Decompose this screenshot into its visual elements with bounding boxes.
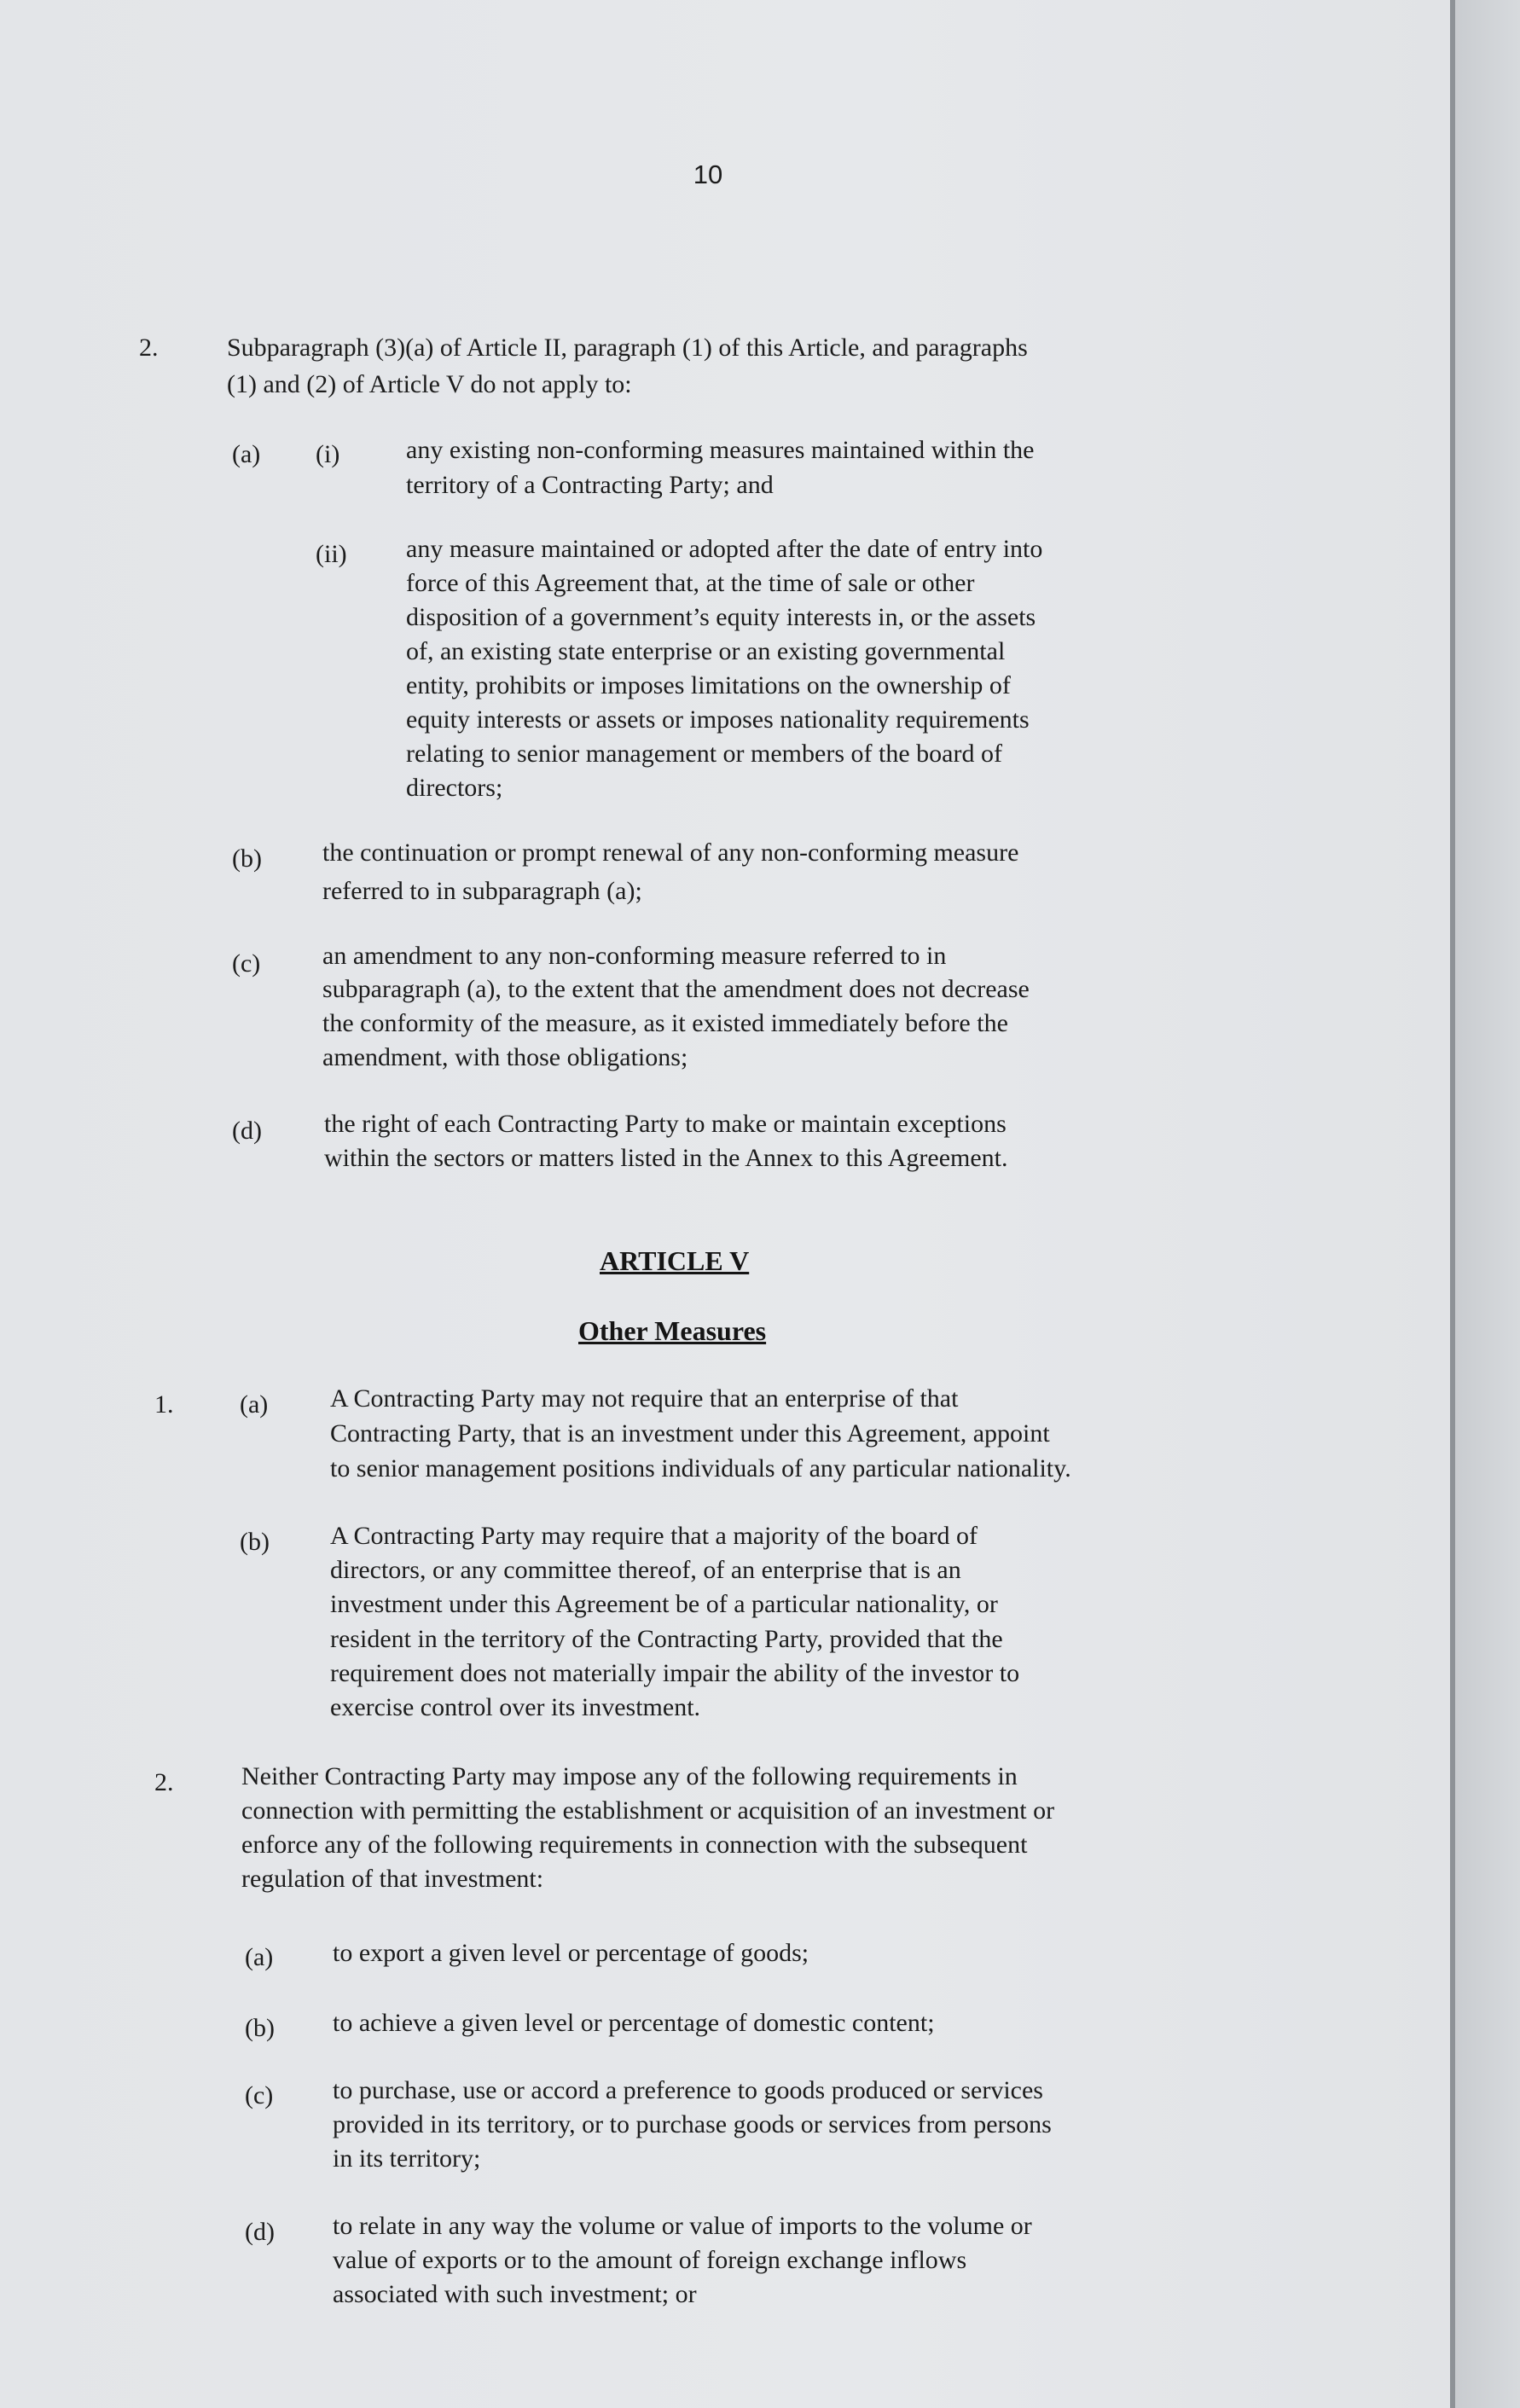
- item-text-line: to purchase, use or accord a preference to goods produced or services: [333, 2076, 1043, 2104]
- item-label: (b): [240, 1528, 270, 1556]
- item-label: (a): [245, 1943, 274, 1971]
- item-text-line: provided in its territory, or to purchase goods or services from persons: [333, 2110, 1052, 2138]
- item-text-line: requirement does not materially impair the ability of the investor to: [330, 1659, 1020, 1687]
- subitem-text-line: force of this Agreement that, at the time of sale or other: [406, 569, 975, 597]
- background-strip: [1455, 0, 1520, 2408]
- article-heading: ARTICLE V: [600, 1245, 750, 1276]
- item-text-line: Contracting Party, that is an investment under this Agreement, appoint: [330, 1419, 1050, 1448]
- paragraph-number: 1.: [154, 1390, 174, 1419]
- item-text-line: subparagraph (a), to the extent that the amendment does not decrease: [322, 975, 1030, 1003]
- item-text-line: amendment, with those obligations;: [322, 1043, 688, 1071]
- subitem-text-line: any existing non-conforming measures maintained within the: [406, 436, 1035, 464]
- paragraph-text-line: connection with permitting the establishment or acquisition of an investment or: [241, 1796, 1055, 1825]
- item-text-line: the continuation or prompt renewal of any non-conforming measure: [322, 838, 1019, 867]
- item-text-line: the conformity of the measure, as it existed immediately before the: [322, 1009, 1008, 1037]
- item-label: (a): [240, 1390, 269, 1419]
- item-text-line: to senior management positions individuals of any particular nationality.: [330, 1454, 1071, 1483]
- item-text-line: resident in the territory of the Contracting Party, provided that the: [330, 1625, 1003, 1653]
- subitem-text-line: relating to senior management or members of the board of: [406, 740, 1002, 768]
- item-text-line: within the sectors or matters listed in the Annex to this Agreement.: [324, 1144, 1008, 1172]
- subitem-text-line: territory of a Contracting Party; and: [406, 471, 774, 499]
- paragraph-text-line: enforce any of the following requirements in connection with the subsequent: [241, 1831, 1028, 1859]
- paragraph-number: 2.: [139, 334, 159, 362]
- subitem-text-line: disposition of a government’s equity interests in, or the assets: [406, 603, 1036, 631]
- paragraph-text-line: (1) and (2) of Article V do not apply to:: [227, 370, 632, 398]
- item-text-line: referred to in subparagraph (a);: [322, 877, 642, 905]
- subitem-text-line: directors;: [406, 774, 503, 802]
- item-label: (b): [245, 2014, 275, 2042]
- item-text-line: investment under this Agreement be of a particular nationality, or: [330, 1590, 998, 1618]
- subitem-label: (ii): [316, 540, 347, 568]
- item-label: (d): [232, 1117, 262, 1145]
- item-text-line: to export a given level or percentage of goods;: [333, 1939, 809, 1967]
- item-text-line: exercise control over its investment.: [330, 1693, 701, 1721]
- article-subheading: Other Measures: [578, 1315, 767, 1346]
- item-text-line: directors, or any committee thereof, of an enterprise that is an: [330, 1556, 961, 1584]
- item-text-line: an amendment to any non-conforming measure referred to in: [322, 942, 947, 970]
- item-label: (c): [245, 2081, 274, 2109]
- item-label: (c): [232, 949, 261, 978]
- item-text-line: to achieve a given level or percentage of domestic content;: [333, 2009, 935, 2037]
- page-number: 10: [693, 160, 723, 189]
- item-text-line: A Contracting Party may require that a majority of the board of: [330, 1522, 978, 1550]
- item-text-line: value of exports or to the amount of foreign exchange inflows: [333, 2246, 967, 2274]
- subitem-text-line: of, an existing state enterprise or an existing governmental: [406, 637, 1006, 665]
- paragraph-text-line: Subparagraph (3)(a) of Article II, paragraph (1) of this Article, and paragraphs: [227, 334, 1028, 362]
- item-label: (b): [232, 844, 262, 873]
- paragraph-text-line: regulation of that investment:: [241, 1865, 544, 1893]
- subitem-text-line: any measure maintained or adopted after the date of entry into: [406, 535, 1043, 563]
- item-text-line: associated with such investment; or: [333, 2280, 697, 2308]
- item-text-line: the right of each Contracting Party to make or maintain exceptions: [324, 1110, 1007, 1138]
- subitem-text-line: equity interests or assets or imposes nationality requirements: [406, 705, 1030, 734]
- subitem-label: (i): [316, 440, 340, 468]
- item-label: (a): [232, 440, 261, 468]
- item-text-line: to relate in any way the volume or value of imports to the volume or: [333, 2212, 1032, 2240]
- item-text-line: in its territory;: [333, 2144, 481, 2173]
- item-label: (d): [245, 2218, 275, 2246]
- paragraph-text-line: Neither Contracting Party may impose any of the following requirements in: [241, 1762, 1018, 1790]
- paragraph-number: 2.: [154, 1768, 174, 1796]
- item-text-line: A Contracting Party may not require that an enterprise of that: [330, 1384, 959, 1413]
- subitem-text-line: entity, prohibits or imposes limitations on the ownership of: [406, 671, 1011, 699]
